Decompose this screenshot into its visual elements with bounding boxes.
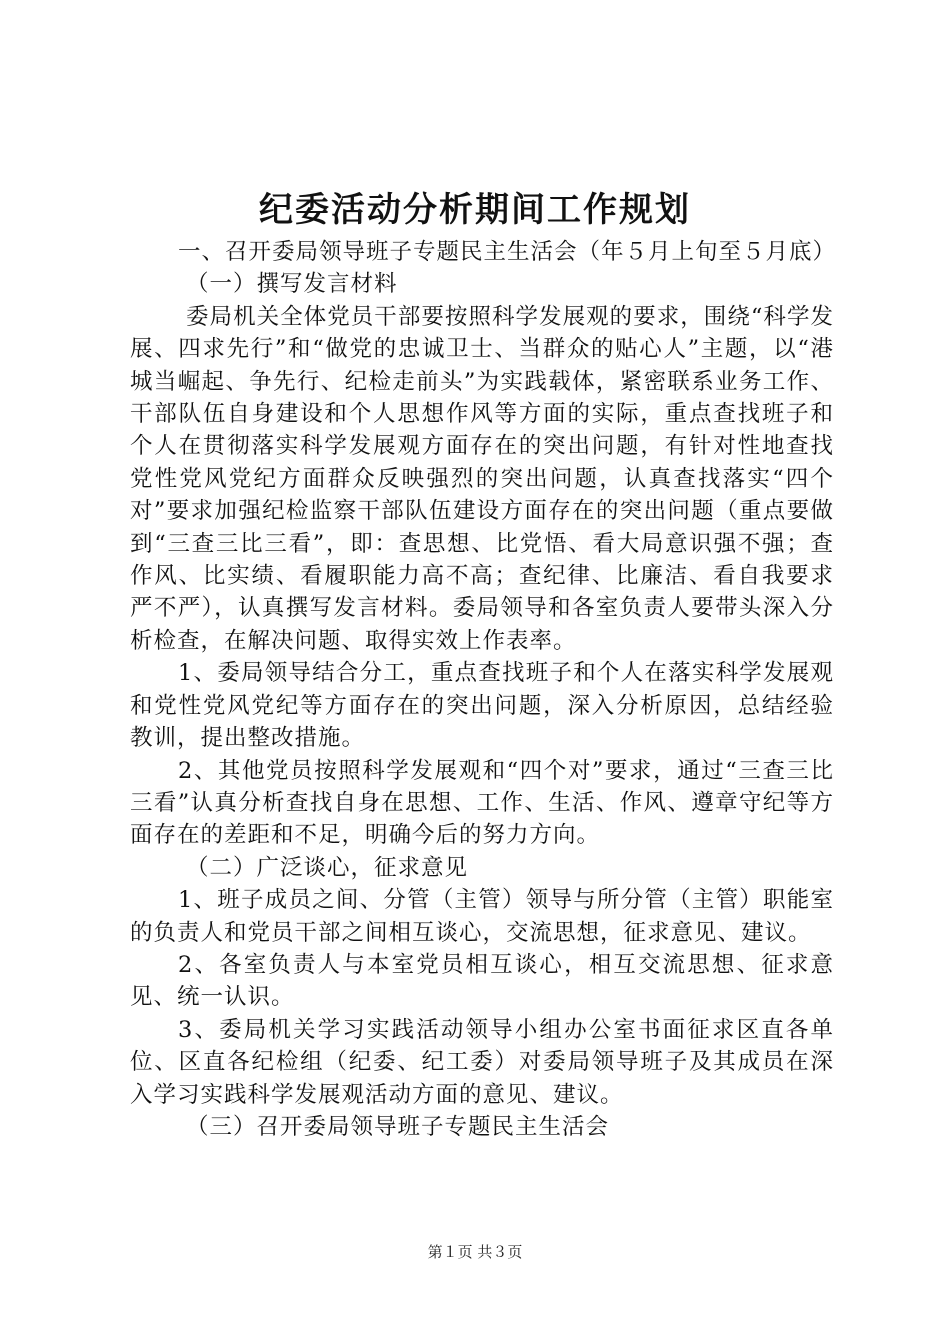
paragraph: 委局机关全体党员干部要按照科学发展观的要求，围绕“科学发展、四求先行”和“做党的忠诚卫士、当群众的贴心人”主题，以“港城当崛起、争先行、纪检走前头”为实践载体，紧密联系业务工作、干部队伍自身建设和个人思想作风等方面的实际，重点查找班子和个人在贯彻落实科学发展观方面存在的突出问题，有针对性地查找党性党风党纪方面群众反映强烈的突出问题，认真查找落实“四个对”要求加强纪检监察干部队伍建设方面存在的突出问题（重点要做到“三查三比三看”，即：查思想、比党悟、看大局意识强不强；查作风、比实绩、看履职能力高不高；查纪律、比廉洁、看自我要求严不严），认真撰写发言材料。委局领导和各室负责人要带头深入分析检查，在解决问题、取得实效上作表率。 bbox=[130, 303, 834, 654]
paragraph: 3、委局机关学习实践活动领导小组办公室书面征求区直各单位、区直各纪检组（纪委、纪工委）对委局领导班子及其成员在深入学习实践科学发展观活动方面的意见、建议。 bbox=[130, 1016, 834, 1108]
paragraph: 1、委局领导结合分工，重点查找班子和个人在落实科学发展观和党性党风党纪等方面存在的突出问题，深入分析原因，总结经验教训，提出整改措施。 bbox=[130, 660, 834, 752]
paragraph: （一）撰写发言材料 bbox=[186, 271, 398, 298]
document-body bbox=[130, 236, 837, 1143]
paragraph: 1、班子成员之间、分管（主管）领导与所分管（主管）职能室的负责人和党员干部之间相互谈心，交流思想，征求意见、建议。 bbox=[130, 887, 834, 946]
page-footer: 第１页 共３页 bbox=[427, 1243, 523, 1261]
paragraph: 2、各室负责人与本室党员相互谈心，相互交流思想、征求意见、统一认识。 bbox=[130, 951, 834, 1011]
paragraph: （二）广泛谈心，征求意见 bbox=[186, 854, 469, 881]
paragraph: （三）召开委局领导班子专题民主生活会 bbox=[186, 1113, 610, 1140]
paragraph: 2、其他党员按照科学发展观和“四个对”要求，通过“三查三比三看”认真分析查找自身在思想、工作、生活、作风、遵章守纪等方面存在的差距和不足，明确今后的努力方向。 bbox=[130, 757, 834, 849]
document-title: 纪委活动分析期间工作规划 bbox=[259, 190, 691, 230]
paragraph: 一、召开委局领导班子专题民主生活会（年５月上旬至５月底） bbox=[178, 239, 837, 265]
